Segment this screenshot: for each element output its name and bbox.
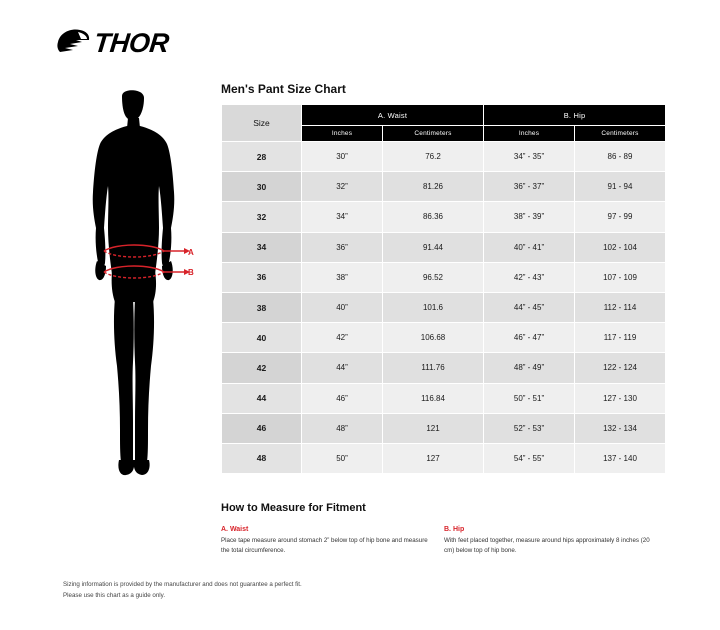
cell-hip-inches: 36” - 37” [484, 172, 575, 202]
brand-logo [56, 28, 169, 58]
cell-waist-inches: 38” [302, 262, 383, 292]
table-row [222, 413, 666, 443]
cell-hip-inches: 50” - 51” [484, 383, 575, 413]
cell-hip-inches: 42” - 43” [484, 262, 575, 292]
cell-waist-inches: 40” [302, 292, 383, 322]
cell-size: 30 [222, 172, 302, 202]
table-row [222, 383, 666, 413]
cell-hip-inches: 54” - 55” [484, 443, 575, 473]
cell-size: 32 [222, 202, 302, 232]
footnote-line-2: Please use this chart as a guide only. [63, 591, 166, 599]
cell-size: 38 [222, 292, 302, 322]
brand-name: THOR [92, 27, 171, 58]
cell-waist-inches: 44” [302, 353, 383, 383]
cell-hip-inches: 52” - 53” [484, 413, 575, 443]
how-to-measure-waist [221, 526, 444, 555]
cell-hip-inches: 40” - 41” [484, 232, 575, 262]
cell-hip-cm: 137 - 140 [575, 443, 666, 473]
cell-size: 40 [222, 323, 302, 353]
header-hip: B. Hip [484, 105, 666, 126]
cell-waist-cm: 106.68 [383, 323, 484, 353]
cell-waist-inches: 50” [302, 443, 383, 473]
footnote-line-1: Sizing information is provided by the manufacturer and does not guarantee a perfect fit. [63, 581, 302, 588]
cell-hip-cm: 102 - 104 [575, 232, 666, 262]
cell-waist-inches: 34” [302, 202, 383, 232]
cell-size: 34 [222, 232, 302, 262]
table-row [222, 292, 666, 322]
figure-label-b: B [188, 268, 194, 277]
cell-size: 36 [222, 262, 302, 292]
size-chart-table [221, 104, 666, 474]
table-row [222, 232, 666, 262]
cell-waist-inches: 30” [302, 142, 383, 172]
table-row [222, 323, 666, 353]
thor-helmet-icon [56, 28, 90, 58]
cell-hip-cm: 97 - 99 [575, 202, 666, 232]
cell-waist-inches: 48” [302, 413, 383, 443]
cell-waist-cm: 81.26 [383, 172, 484, 202]
cell-waist-cm: 121 [383, 413, 484, 443]
cell-waist-cm: 111.76 [383, 353, 484, 383]
hip-description: With feet placed together, measure around hips approximately 8 inches (20 cm) below top of hip bone. [444, 537, 650, 554]
cell-hip-inches: 46” - 47” [484, 323, 575, 353]
cell-size: 46 [222, 413, 302, 443]
table-row [222, 172, 666, 202]
subheader-waist-centimeters: Centimeters [383, 126, 484, 142]
cell-hip-cm: 122 - 124 [575, 353, 666, 383]
page-title: Men's Pant Size Chart [221, 82, 346, 96]
cell-size: 44 [222, 383, 302, 413]
cell-waist-cm: 101.6 [383, 292, 484, 322]
cell-hip-cm: 117 - 119 [575, 323, 666, 353]
how-to-measure-section [221, 502, 667, 555]
cell-hip-inches: 38” - 39” [484, 202, 575, 232]
cell-waist-inches: 32” [302, 172, 383, 202]
cell-hip-cm: 86 - 89 [575, 142, 666, 172]
waist-heading: A. Waist [221, 526, 249, 533]
subheader-hip-centimeters: Centimeters [575, 126, 666, 142]
subheader-waist-inches: Inches [302, 126, 383, 142]
subheader-hip-inches: Inches [484, 126, 575, 142]
cell-waist-cm: 76.2 [383, 142, 484, 172]
table-row [222, 262, 666, 292]
footnote [63, 580, 302, 601]
cell-size: 48 [222, 443, 302, 473]
cell-hip-inches: 34” - 35” [484, 142, 575, 172]
cell-size: 28 [222, 142, 302, 172]
hip-heading: B. Hip [444, 526, 465, 533]
cell-waist-cm: 96.52 [383, 262, 484, 292]
header-size: Size [222, 105, 302, 142]
cell-hip-cm: 91 - 94 [575, 172, 666, 202]
cell-hip-cm: 107 - 109 [575, 262, 666, 292]
cell-waist-cm: 86.36 [383, 202, 484, 232]
cell-hip-cm: 112 - 114 [575, 292, 666, 322]
cell-waist-cm: 127 [383, 443, 484, 473]
table-row [222, 443, 666, 473]
cell-hip-cm: 132 - 134 [575, 413, 666, 443]
header-waist: A. Waist [302, 105, 484, 126]
table-row [222, 353, 666, 383]
table-row [222, 202, 666, 232]
how-to-measure-title: How to Measure for Fitment [221, 502, 366, 514]
cell-waist-inches: 46” [302, 383, 383, 413]
cell-size: 42 [222, 353, 302, 383]
how-to-measure-hip [444, 526, 667, 555]
cell-waist-cm: 116.84 [383, 383, 484, 413]
cell-waist-inches: 36” [302, 232, 383, 262]
cell-hip-inches: 44” - 45” [484, 292, 575, 322]
body-figure [60, 88, 210, 488]
cell-hip-inches: 48” - 49” [484, 353, 575, 383]
cell-hip-cm: 127 - 130 [575, 383, 666, 413]
figure-label-a: A [188, 248, 194, 257]
cell-waist-cm: 91.44 [383, 232, 484, 262]
waist-description: Place tape measure around stomach 2” below top of hip bone and measure the total circumference. [221, 537, 428, 554]
table-row [222, 142, 666, 172]
cell-waist-inches: 42” [302, 323, 383, 353]
